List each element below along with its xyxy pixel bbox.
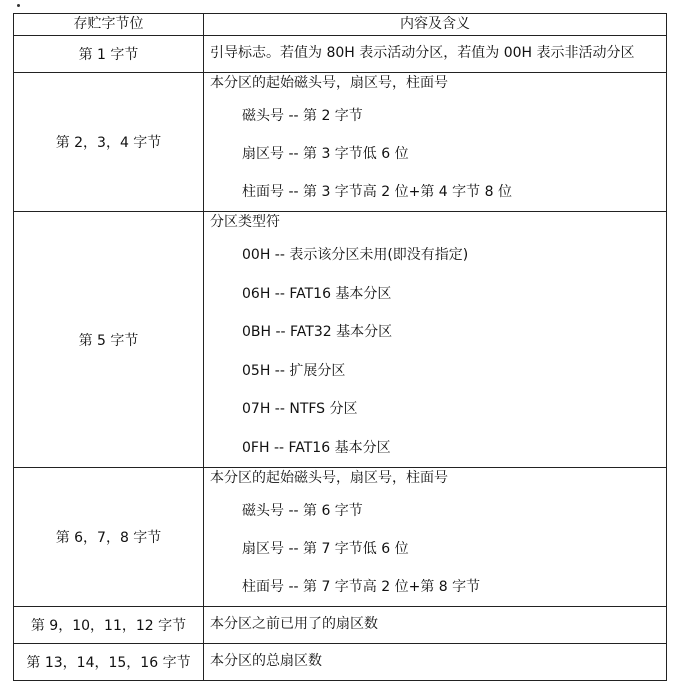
content-line: 0BH -- FAT32 基本分区 — [242, 324, 393, 340]
content-cell — [204, 73, 667, 212]
content-text: 引导标志。若值为 80H 表示活动分区，若值为 00H 表示非活动分区 — [210, 45, 635, 61]
table-row — [14, 644, 667, 681]
content-cell — [204, 607, 667, 644]
content-line: 05H -- 扩展分区 — [242, 362, 346, 379]
content-text: 本分区之前已用了的扇区数 — [210, 616, 378, 632]
content-line: 06H -- FAT16 基本分区 — [242, 285, 392, 302]
content-text: 本分区的总扇区数 — [210, 653, 322, 669]
content-line: 柱面号 -- 第 3 字节高 2 位+第 4 字节 8 位 — [242, 184, 512, 200]
content-cell — [204, 468, 667, 607]
table-row — [14, 607, 667, 644]
table-row — [14, 468, 667, 607]
content-line: 磁头号 -- 第 2 字节 — [242, 108, 363, 124]
byte-cell: 第 9，10，11，12 字节 — [14, 607, 204, 644]
content-line: 0FH -- FAT16 基本分区 — [242, 439, 391, 456]
content-title: 本分区的起始磁头号，扇区号，柱面号 — [210, 470, 448, 486]
content-cell — [204, 212, 667, 468]
content-line: 扇区号 -- 第 7 字节低 6 位 — [242, 541, 409, 557]
content-line: 柱面号 -- 第 7 字节高 2 位+第 8 字节 — [242, 579, 481, 595]
header-content-meaning: 内容及含义 — [204, 14, 667, 36]
content-line: 磁头号 -- 第 6 字节 — [242, 503, 363, 519]
byte-cell: 第 5 字节 — [14, 212, 204, 468]
table-header-row — [14, 14, 667, 36]
table-row — [14, 212, 667, 468]
byte-cell: 第 6，7，8 字节 — [14, 468, 204, 607]
content-line: 扇区号 -- 第 3 字节低 6 位 — [242, 146, 409, 162]
content-line: 00H -- 表示该分区未用(即没有指定) — [242, 247, 469, 263]
stray-dot — [17, 4, 20, 7]
content-title: 分区类型符 — [210, 214, 280, 230]
header-byte-position: 存贮字节位 — [14, 14, 204, 36]
table-row — [14, 36, 667, 73]
content-cell — [204, 36, 667, 73]
content-cell — [204, 644, 667, 681]
byte-cell: 第 13，14，15，16 字节 — [14, 644, 204, 681]
byte-cell: 第 2，3，4 字节 — [14, 73, 204, 212]
table-row — [14, 73, 667, 212]
content-title: 本分区的起始磁头号，扇区号，柱面号 — [210, 75, 448, 91]
content-line: 07H -- NTFS 分区 — [242, 401, 358, 417]
byte-cell: 第 1 字节 — [14, 36, 204, 73]
partition-entry-table — [13, 13, 667, 681]
